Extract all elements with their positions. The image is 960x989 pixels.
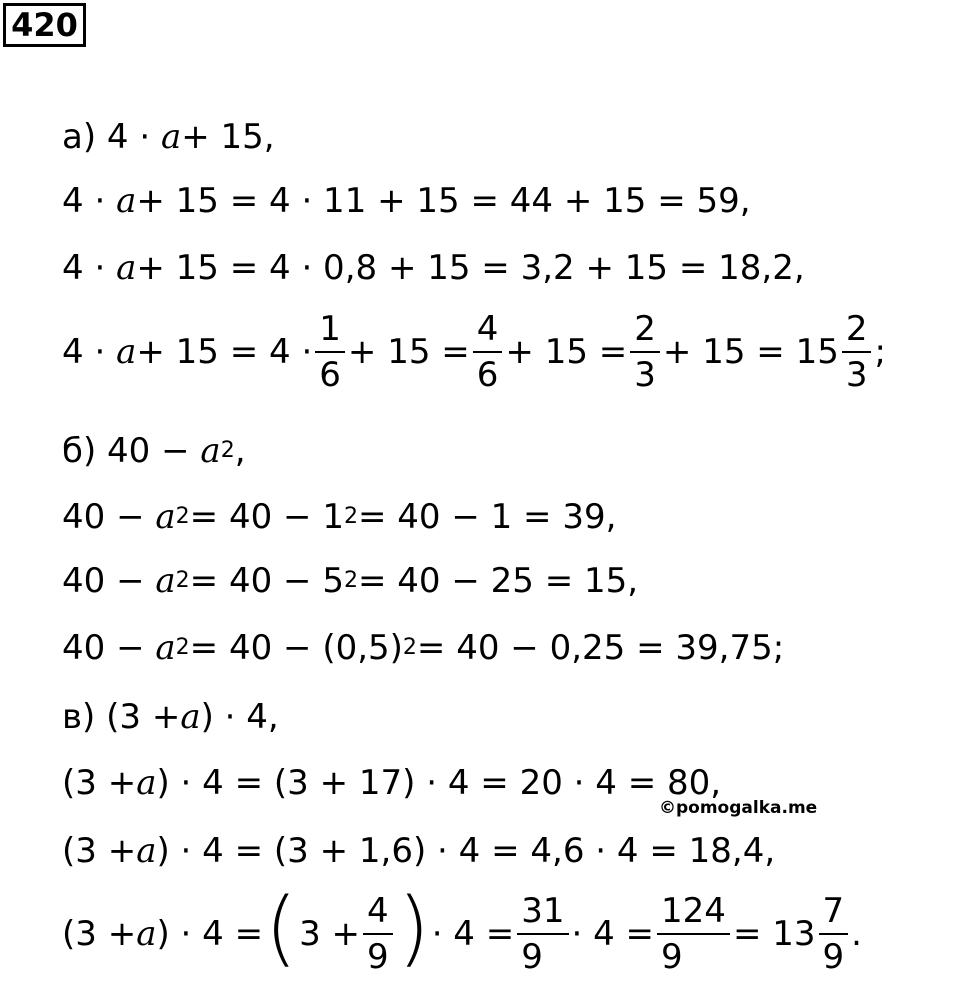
text: + 15 = [505,332,628,372]
part-b-line-2 [62,561,639,601]
part-c-line-1 [62,763,722,803]
fraction [315,309,345,395]
part-b-header [62,431,246,471]
fraction [657,891,730,977]
variable-a: a [116,181,137,221]
part-a-header [62,117,275,157]
text: (3 + [62,831,137,871]
text: ; [874,332,886,372]
variable-a: a [136,914,157,954]
text: = 40 − 1 = 39, [357,497,617,537]
denominator: 6 [315,351,345,392]
text: + 15 = 15 [662,332,839,372]
variable-a: a [180,697,201,737]
exponent: 2 [175,568,190,593]
text: + 15 = 4 · 0,8 + 15 = 3,2 + 15 = 18,2, [136,248,805,288]
fraction [363,891,393,977]
text: = 40 − 0,25 = 39,75; [416,628,785,668]
part-c-header [62,697,279,737]
text: = 40 − (0,5) [189,628,403,668]
left-paren: ( [265,881,298,976]
variable-a: a [155,497,176,537]
text: ) · 4 = (3 + 1,6) · 4 = 4,6 · 4 = 18,4, [156,831,776,871]
text: + 15 = 4 · [136,332,313,372]
text: ) · 4 = [156,914,264,954]
text: + 15 = 4 · 11 + 15 = 44 + 15 = 59, [136,181,751,221]
text: · 4 = [571,914,655,954]
part-b-line-1 [62,497,617,537]
right-paren: ) [397,881,430,976]
text: , [234,431,246,471]
fraction [517,891,568,977]
part-a-line-1 [62,181,751,221]
exponent: 2 [175,635,190,660]
text: (3 + [62,914,137,954]
text: 4 · [62,181,106,221]
text: = 13 [732,914,816,954]
text: · 4 = [431,914,515,954]
text: 40 − [62,561,145,601]
text: 3 + [299,914,361,954]
variable-a: a [116,248,137,288]
part-a-line-2 [62,248,805,288]
exponent: 2 [220,438,235,463]
fraction [473,309,503,395]
variable-a: a [155,561,176,601]
fraction [842,309,872,395]
part-c-line-2 [62,831,776,871]
part-a-line-3 [62,309,886,395]
problem-number: 420 [3,3,86,47]
text: 4 · [62,248,106,288]
text: = 40 − 1 [189,497,344,537]
text: в) (3 + [62,697,181,737]
variable-a: a [136,763,157,803]
text: = 40 − 5 [189,561,344,601]
numerator: 124 [661,891,726,931]
denominator: 9 [819,933,849,974]
denominator: 9 [657,933,730,974]
denominator: 3 [630,351,660,392]
numerator: 31 [521,891,565,931]
variable-a: a [155,628,176,668]
text: . [851,914,862,954]
fraction [819,891,849,977]
variable-a: a [160,117,182,157]
denominator: 9 [517,933,568,974]
exponent: 2 [343,504,358,529]
text: ) · 4 = (3 + 17) · 4 = 20 · 4 = 80, [156,763,722,803]
exponent: 2 [343,568,358,593]
numerator: 2 [634,309,656,349]
text: + 15, [181,117,275,157]
numerator: 4 [367,891,389,931]
text: 40 − [62,628,145,668]
denominator: 9 [363,933,393,974]
exponent: 2 [402,635,417,660]
text: 4 · [62,332,106,372]
part-b-line-3 [62,628,785,668]
text: б) 40 − [62,431,190,471]
variable-a: a [200,431,221,471]
numerator: 4 [476,309,499,349]
denominator: 3 [842,351,872,392]
text: а) 4 · [62,117,151,157]
variable-a: a [136,831,157,871]
denominator: 6 [473,351,503,392]
numerator: 7 [822,891,845,931]
text: ) · 4, [200,697,279,737]
variable-a: a [116,332,137,372]
fraction [630,309,660,395]
exponent: 2 [175,504,190,529]
part-c-line-3 [62,881,862,977]
text: = 40 − 25 = 15, [357,561,639,601]
numerator: 2 [845,309,868,349]
numerator: 1 [319,309,341,349]
text: (3 + [62,763,137,803]
text: + 15 = [347,332,470,372]
watermark: ©pomogalka.me [659,798,818,818]
text: 40 − [62,497,145,537]
